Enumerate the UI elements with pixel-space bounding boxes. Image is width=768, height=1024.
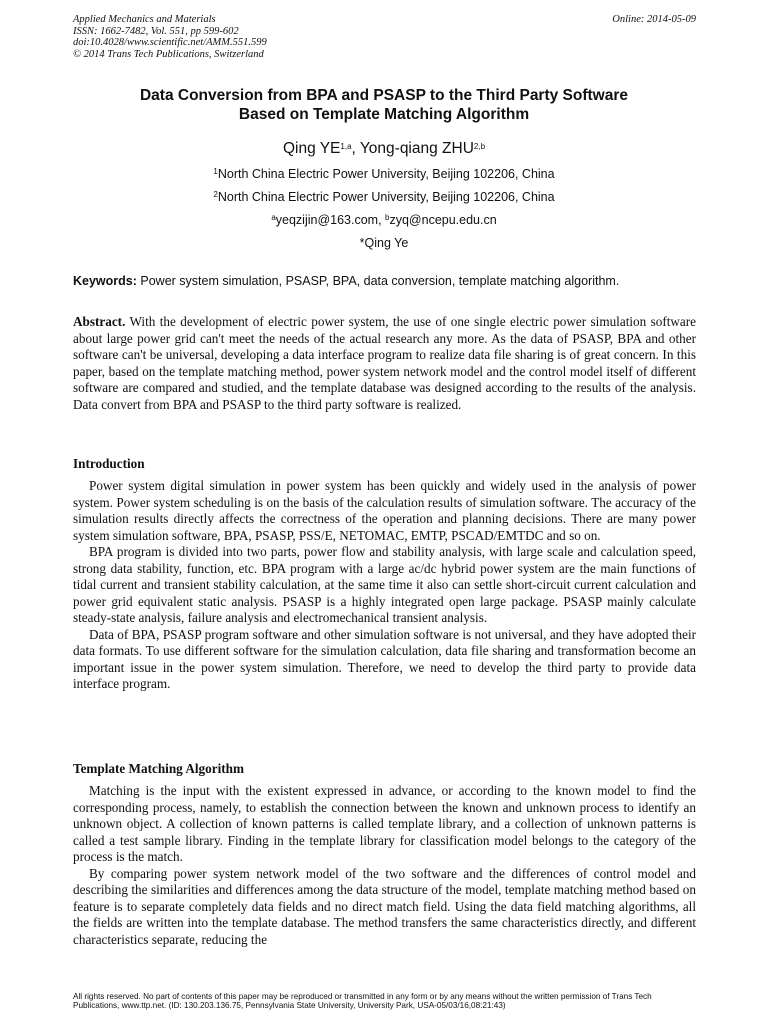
author-1: Qing YE [282, 140, 341, 157]
title-line-2: Based on Template Matching Algorithm [238, 106, 530, 123]
affiliation-1-marker: 1 [213, 167, 218, 176]
affiliation-2 [0, 189, 768, 205]
journal-header [73, 14, 696, 60]
template-matching-body [73, 783, 696, 948]
author-emails [0, 212, 768, 228]
keywords [73, 273, 696, 289]
author-2-marker: 2,b [473, 142, 486, 151]
email-b: zyq@ncepu.edu.cn [389, 213, 497, 227]
keywords-text: Power system simulation, PSASP, BPA, data conversion, template matching algorithm. [136, 274, 620, 288]
affiliation-1-text: North China Electric Power University, Beijing 102206, China [217, 167, 555, 181]
introduction-paragraph-2: BPA program is divided into two parts, power flow and stability analysis, with large scale and calculation speed, strong data stability, function, etc. BPA program with a large ac/dc hybrid power system are the main functions of tidal current and transient stability calculation, at the same time it also can settle short-circuit current calculation and power grid equivalent static analysis. PSASP is a highly integrated open large package. PSASP mainly calculate steady-state analysis, failure analysis and electromechanical transient analysis. [73, 544, 696, 625]
template-matching-heading: Template Matching Algorithm [73, 761, 244, 776]
author-separator: , [351, 140, 360, 157]
introduction-paragraph-1: Power system digital simulation in power system has been quickly and widely used in the analysis of power system. Power system scheduling is on the basis of the calculation results of simulation software. The accuracy of the simulation results directly affects the correctness of the operation and planning decisions. There are many power system simulation software, BPA, PSASP, PSS/E, NETOMAC, EMTP, PSCAD/EMTDC and so on. [73, 478, 696, 543]
paper-title [60, 86, 708, 124]
keywords-label: Keywords: [73, 274, 137, 288]
introduction-body [73, 478, 696, 693]
journal-name: Applied Mechanics and Materials [73, 14, 216, 25]
journal-copyright: © 2014 Trans Tech Publications, Switzerland [73, 48, 264, 60]
author-2: Yong-qiang ZHU [359, 140, 474, 157]
copyright-footer: All rights reserved. No part of contents of this paper may be reproduced or transmitted in any form or by any means without the written permission of Trans Tech Publications, www.ttp.net. (ID: 130.203.136.75, Pennsylvania State University, University Park, USA-05/03/16,08:21:43) [73, 992, 652, 1010]
template-matching-paragraph-1: Matching is the input with the existent expressed in advance, or according to the known model to find the corresponding process, namely, to establish the connection between the known and unknown process to identify an unknown object. A collection of known patterns is called template library, and a collection of unknown patterns is called a test sample library. Finding in the template library for classification model belongs to the category of the process is the match. [73, 783, 696, 864]
email-b-marker: b [385, 213, 390, 222]
online-date: Online: 2014-05-09 [612, 14, 696, 25]
template-matching-paragraph-2: By comparing power system network model of the two software and the differences of control model and describing the similarities and differences among the data structure of the model, template matching method based on feature is to separate completely data fields and no direct match field. Using the data field matching algorithms, all the fields are written into the template database. The method transfers the same characteristics directly, and different characteristics separate, reducing the [73, 865, 696, 947]
journal-issn: ISSN: 1662-7482, Vol. 551, pp 599-602 [73, 25, 239, 37]
introduction-heading: Introduction [73, 456, 145, 471]
email-a-marker: a [271, 213, 276, 222]
title-line-1: Data Conversion from BPA and PSASP to the Third Party Software [139, 87, 629, 104]
abstract-label: Abstract. [73, 314, 126, 329]
affiliation-2-text: North China Electric Power University, Beijing 102206, China [217, 190, 555, 204]
corresponding-author: *Qing Ye [359, 236, 409, 250]
author-1-marker: 1,a [340, 142, 352, 151]
email-a: yeqzijin@163.com, [275, 213, 386, 227]
affiliation-1 [0, 166, 768, 182]
affiliation-2-marker: 2 [213, 190, 218, 199]
journal-doi: doi:10.4028/www.scientific.net/AMM.551.599 [73, 37, 267, 48]
abstract-text: With the development of electric power system, the use of one single electric power simulation software about large power grid can't meet the needs of the actual research any more. As the data of PSASP, BPA and other software can't be universal, developing a data interface program to realize data file sharing is of great concern. In this paper, based on the template matching method, power system network model and the control model itself of different software are compared and studied, and the template database was designed according to the results of the analysis. Data convert from BPA and PSASP to the third party software is realized. [73, 314, 696, 412]
author-list [0, 139, 768, 159]
introduction-paragraph-3: Data of BPA, PSASP program software and other simulation software is not universal, and they have adopted their data formats. To use different software for the simulation calculation, data file sharing and transformation become an important issue in the power system simulation. Therefore, we need to develop the third party to provide data interface program. [73, 626, 696, 691]
abstract [73, 314, 696, 413]
